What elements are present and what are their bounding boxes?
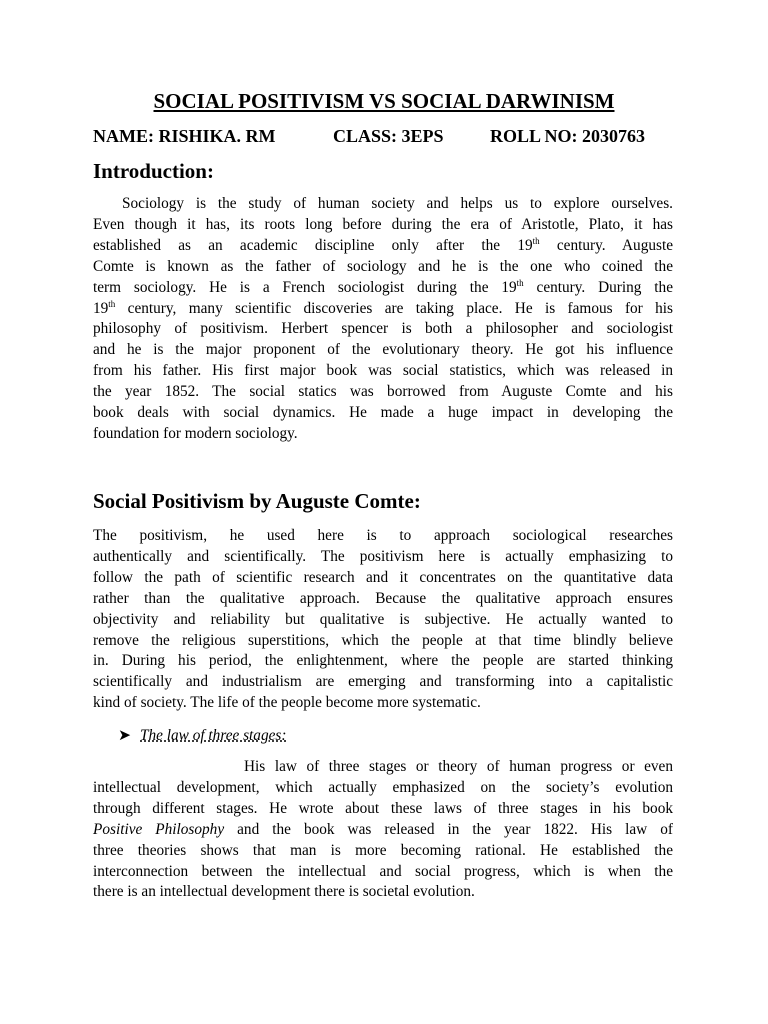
- text-line: Even though it has, its roots long before during the era of Aristotle, Plato, it has: [93, 215, 673, 233]
- text-line: three theories shows that man is more becoming rational. He established the: [93, 841, 673, 859]
- text-line: Sociology is the study of human society and helps us to explore ourselves.: [122, 195, 673, 212]
- text-line: The positivism, he used here is to approach sociological researches: [93, 527, 673, 544]
- text-line: in. During his period, the enlightenment, where the people are started thinking: [93, 652, 673, 670]
- text-line: [93, 299, 673, 320]
- ordinal-suffix: th: [108, 298, 116, 309]
- line-text: and the book was released in the year 1822. His law of: [224, 820, 673, 838]
- line-text: term sociology. He is a French sociologist during the 19: [93, 278, 517, 296]
- text-line: kind of society. The life of the people become more systematic.: [93, 694, 481, 712]
- text-line: [93, 820, 673, 841]
- text-line: foundation for modern sociology.: [93, 424, 298, 442]
- ordinal-suffix: th: [532, 235, 540, 246]
- text-line: from his father. His first major book was social statistics, which was released in: [93, 362, 673, 380]
- intro-paragraph: [93, 194, 673, 445]
- positivism-paragraph: [93, 526, 673, 714]
- text-line: follow the path of scientific research and it concentrates on the quantitative data: [93, 568, 673, 586]
- three-stages-paragraph: [93, 757, 673, 903]
- text-line: remove the religious superstitions, which the people at that time blindly believe: [93, 631, 673, 649]
- text-line: objectivity and reliability but qualitative is subjective. He actually wanted to: [93, 610, 673, 628]
- book-title: Positive Philosophy: [93, 820, 225, 838]
- text-line: book deals with social dynamics. He made a huge impact in developing the: [93, 404, 673, 422]
- text-line: scientifically and industrialism are emerging and transforming into a capitalistic: [93, 673, 673, 691]
- text-line: there is an intellectual development there is societal evolution.: [93, 883, 475, 901]
- text-line: Comte is known as the father of sociology and he is the one who coined the: [93, 257, 673, 275]
- intro-heading: Introduction:: [93, 159, 214, 183]
- three-stages-bullet: [118, 726, 286, 746]
- text-line: rather than the qualitative approach. Because the qualitative approach ensures: [93, 589, 673, 607]
- line-text: century. During the: [523, 278, 673, 296]
- text-line: through different stages. He wrote about these laws of three stages in his book: [93, 799, 673, 817]
- arrow-bullet-icon: ➤: [118, 727, 131, 744]
- positivism-heading: Social Positivism by Auguste Comte:: [93, 489, 421, 513]
- ordinal-suffix: th: [516, 277, 524, 288]
- student-class: CLASS: 3EPS: [333, 126, 444, 146]
- document-title: SOCIAL POSITIVISM VS SOCIAL DARWINISM: [153, 89, 615, 113]
- text-line: the year 1852. The social statics was borrowed from Auguste Comte and his: [93, 383, 673, 401]
- three-stages-label: The law of three stages:: [140, 727, 287, 744]
- line-text: century. Auguste: [539, 236, 673, 254]
- text-line: [93, 278, 673, 299]
- student-name: NAME: RISHIKA. RM: [93, 126, 276, 146]
- student-roll-no: ROLL NO: 2030763: [490, 126, 646, 146]
- text-line: philosophy of positivism. Herbert spencer is both a philosopher and sociologist: [93, 320, 673, 338]
- text-line: His law of three stages or theory of human progress or even: [244, 758, 673, 775]
- text-line: authentically and scientifically. The positivism here is actually emphasizing to: [93, 547, 673, 565]
- text-line: and he is the major proponent of the evolutionary theory. He got his influence: [93, 341, 673, 359]
- line-text: century, many scientific discoveries are taking place. He is famous for his: [115, 299, 673, 317]
- line-text: 19: [93, 299, 109, 317]
- text-line: interconnection between the intellectual and social progress, which is when the: [93, 862, 673, 880]
- text-line: intellectual development, which actually emphasized on the society’s evolution: [93, 778, 673, 796]
- line-text: established as an academic discipline only after the 19: [93, 236, 533, 254]
- text-line: [93, 236, 673, 257]
